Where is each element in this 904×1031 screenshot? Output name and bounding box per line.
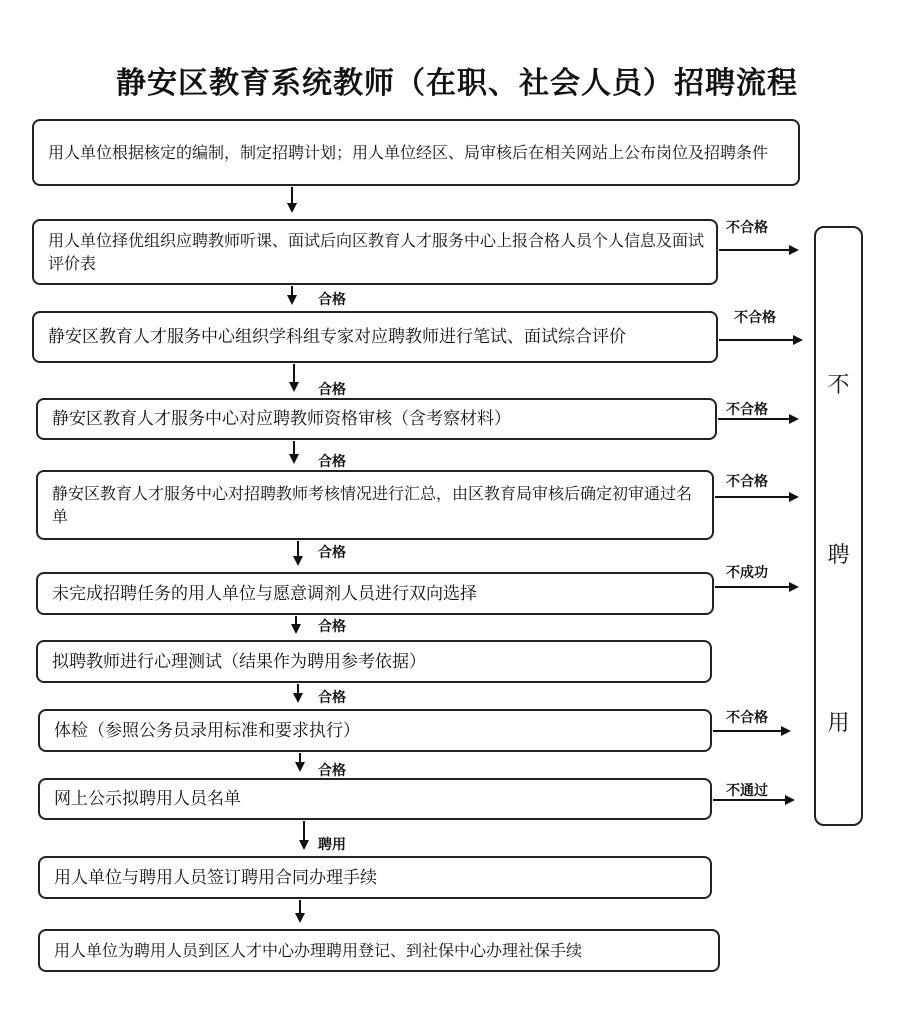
side-label-7: 不通过 bbox=[726, 783, 768, 799]
down-label-6: 合格 bbox=[318, 690, 346, 706]
down-label-1: 合格 bbox=[318, 292, 346, 308]
down-label-5: 合格 bbox=[318, 619, 346, 635]
side-label-3: 不合格 bbox=[726, 402, 768, 418]
down-label-2: 合格 bbox=[318, 382, 346, 398]
step-1-text: 用人单位根据核定的编制，制定招聘计划；用人单位经区、局审核后在相关网站上公布岗位及招聘条件 bbox=[48, 143, 769, 162]
step-4-text: 静安区教育人才服务中心对应聘教师资格审核（含考察材料） bbox=[52, 409, 511, 429]
step-3-text: 静安区教育人才服务中心组织学科组专家对应聘教师进行笔试、面试综合评价 bbox=[48, 327, 626, 347]
down-label-4: 合格 bbox=[318, 545, 346, 561]
reject-char-1: 不 bbox=[827, 373, 850, 398]
side-label-5: 不成功 bbox=[726, 565, 768, 581]
step-2-text: 用人单位择优组织应聘教师听课、面试后向区教育人才服务中心上报合格人员个人信息及面试评价表 bbox=[48, 231, 705, 273]
down-label-3: 合格 bbox=[318, 454, 346, 470]
step-9-text: 网上公示拟聘用人员名单 bbox=[54, 789, 241, 809]
step-10-text: 用人单位与聘用人员签订聘用合同办理手续 bbox=[54, 867, 377, 888]
step-8-text: 体检（参照公务员录用标准和要求执行） bbox=[54, 720, 360, 741]
down-label-7: 合格 bbox=[318, 763, 346, 779]
step-6-text: 未完成招聘任务的用人单位与愿意调剂人员进行双向选择 bbox=[52, 583, 477, 604]
side-label-4: 不合格 bbox=[726, 474, 768, 490]
side-label-1: 不合格 bbox=[726, 220, 768, 236]
down-label-8: 聘用 bbox=[318, 837, 346, 853]
step-7-text: 拟聘教师进行心理测试（结果作为聘用参考依据） bbox=[52, 651, 426, 672]
side-label-6: 不合格 bbox=[726, 710, 768, 726]
step-5-text: 静安区教育人才服务中心对招聘教师考核情况进行汇总，由区教育局审核后确定初审通过名单 bbox=[52, 484, 693, 526]
reject-char-3: 用 bbox=[827, 711, 850, 736]
reject-char-2: 聘 bbox=[827, 543, 850, 568]
side-label-2: 不合格 bbox=[734, 310, 776, 326]
step-11-text: 用人单位为聘用人员到区人才中心办理聘用登记、到社保中心办理社保手续 bbox=[54, 941, 583, 960]
page-title: 静安区教育系统教师（在职、社会人员）招聘流程 bbox=[116, 66, 798, 101]
